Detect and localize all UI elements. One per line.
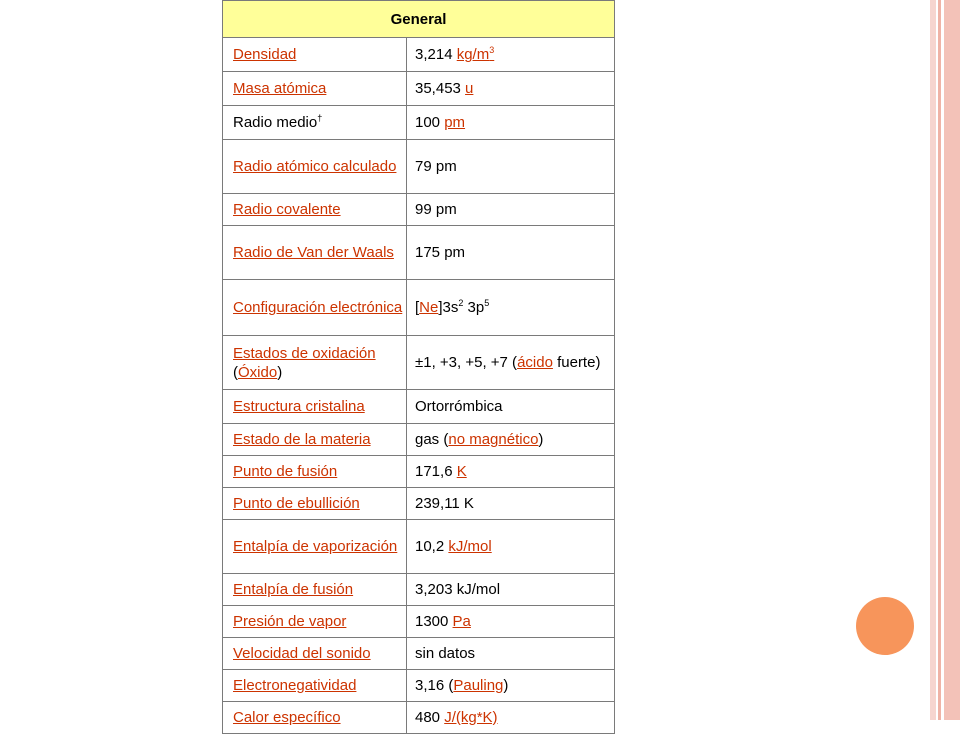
decorative-border-stripe xyxy=(944,0,960,720)
table-row xyxy=(223,72,615,106)
table-row xyxy=(223,280,615,336)
property-value: 480 xyxy=(415,709,445,726)
property-link[interactable]: Velocidad del sonido xyxy=(233,645,371,662)
property-value: 3,16 ( xyxy=(415,677,454,694)
property-link[interactable]: Radio atómico calculado xyxy=(233,158,397,175)
table-row xyxy=(223,488,615,520)
table-header-row xyxy=(223,1,615,38)
properties-table xyxy=(222,0,615,734)
table-row xyxy=(223,140,615,194)
unit-link[interactable]: kJ/mol xyxy=(448,538,492,555)
unit-link[interactable]: K xyxy=(456,463,467,480)
table-row xyxy=(223,456,615,488)
table-row: Estado de la materia gas (no magnético) xyxy=(223,424,615,456)
property-link[interactable]: Entalpía de fusión xyxy=(233,581,354,598)
property-value: 79 pm xyxy=(415,158,457,175)
property-link[interactable]: Entalpía de vaporización xyxy=(233,538,398,555)
decorative-border-line xyxy=(942,0,943,720)
property-value: 3,214 xyxy=(415,46,457,63)
property-link[interactable]: Punto de fusión xyxy=(233,463,338,480)
table-row xyxy=(223,194,615,226)
property-link[interactable]: Radio de Van der Waals xyxy=(233,244,394,261)
table-row: Electronegatividad 3,16 (Pauling) xyxy=(223,670,615,702)
property-link[interactable]: Densidad xyxy=(233,46,297,63)
property-value: 175 pm xyxy=(415,244,466,261)
unit-link[interactable]: Pa xyxy=(452,613,471,630)
decorative-border-stripe xyxy=(930,0,936,720)
property-link[interactable]: Estado de la materia xyxy=(233,431,371,448)
property-value: ±1, +3, +5, +7 ( xyxy=(415,354,518,371)
oxide-link[interactable]: Óxido xyxy=(238,363,278,381)
property-value: sin datos xyxy=(415,645,476,662)
property-value: $[Ne]3s^2$ $3p^5$ xyxy=(415,298,490,316)
table-title: General xyxy=(223,1,615,38)
property-link[interactable]: Punto de ebullición xyxy=(233,495,360,512)
property-value: 35,453 xyxy=(415,80,466,97)
acid-link[interactable]: ácido xyxy=(517,354,553,371)
magnetism-link[interactable]: no magnético xyxy=(448,431,539,448)
property-link[interactable]: Presión de vapor xyxy=(233,613,347,630)
property-link[interactable]: Configuración electrónica xyxy=(233,299,403,316)
property-link[interactable]: Estructura cristalina xyxy=(233,398,365,415)
property-value: 10,2 xyxy=(415,538,449,555)
unit-link[interactable]: $kg/m^3$ xyxy=(456,45,495,63)
table-row xyxy=(223,702,615,734)
element-link[interactable]: Ne xyxy=(419,299,439,316)
table-row xyxy=(223,106,615,140)
decorative-border-stripe xyxy=(938,0,941,720)
property-value: gas ( xyxy=(415,431,449,448)
table-row xyxy=(223,638,615,670)
property-link[interactable]: Calor específico xyxy=(233,709,341,726)
decorative-circle xyxy=(856,597,914,655)
table-row: Estados de oxidación (Óxido) ±1, +3, +5, +7 (ácido fuerte) xyxy=(223,336,615,390)
table-row xyxy=(223,606,615,638)
property-link[interactable]: Estados de oxidación xyxy=(233,344,376,362)
table-row xyxy=(223,226,615,280)
property-link[interactable]: Masa atómica xyxy=(233,80,327,97)
property-link[interactable]: Radio covalente xyxy=(233,201,341,218)
table-row xyxy=(223,390,615,424)
property-value: 171,6 xyxy=(415,463,457,480)
property-value: 1300 xyxy=(415,613,453,630)
property-label: Radio medio† xyxy=(233,113,323,131)
property-value: Ortorrómbica xyxy=(415,398,503,415)
property-value: 239,11 K xyxy=(415,495,474,512)
unit-link[interactable]: pm xyxy=(444,114,466,131)
unit-link[interactable]: u xyxy=(465,80,474,97)
scale-link[interactable]: Pauling xyxy=(453,677,504,694)
property-link[interactable]: Electronegatividad xyxy=(233,677,357,694)
property-value: 100 xyxy=(415,114,445,131)
table-row xyxy=(223,574,615,606)
table-row xyxy=(223,520,615,574)
property-value: 3,203 kJ/mol xyxy=(415,581,501,598)
property-value: 99 pm xyxy=(415,201,457,218)
unit-link[interactable]: J/(kg*K) xyxy=(444,709,498,726)
table-row xyxy=(223,38,615,72)
